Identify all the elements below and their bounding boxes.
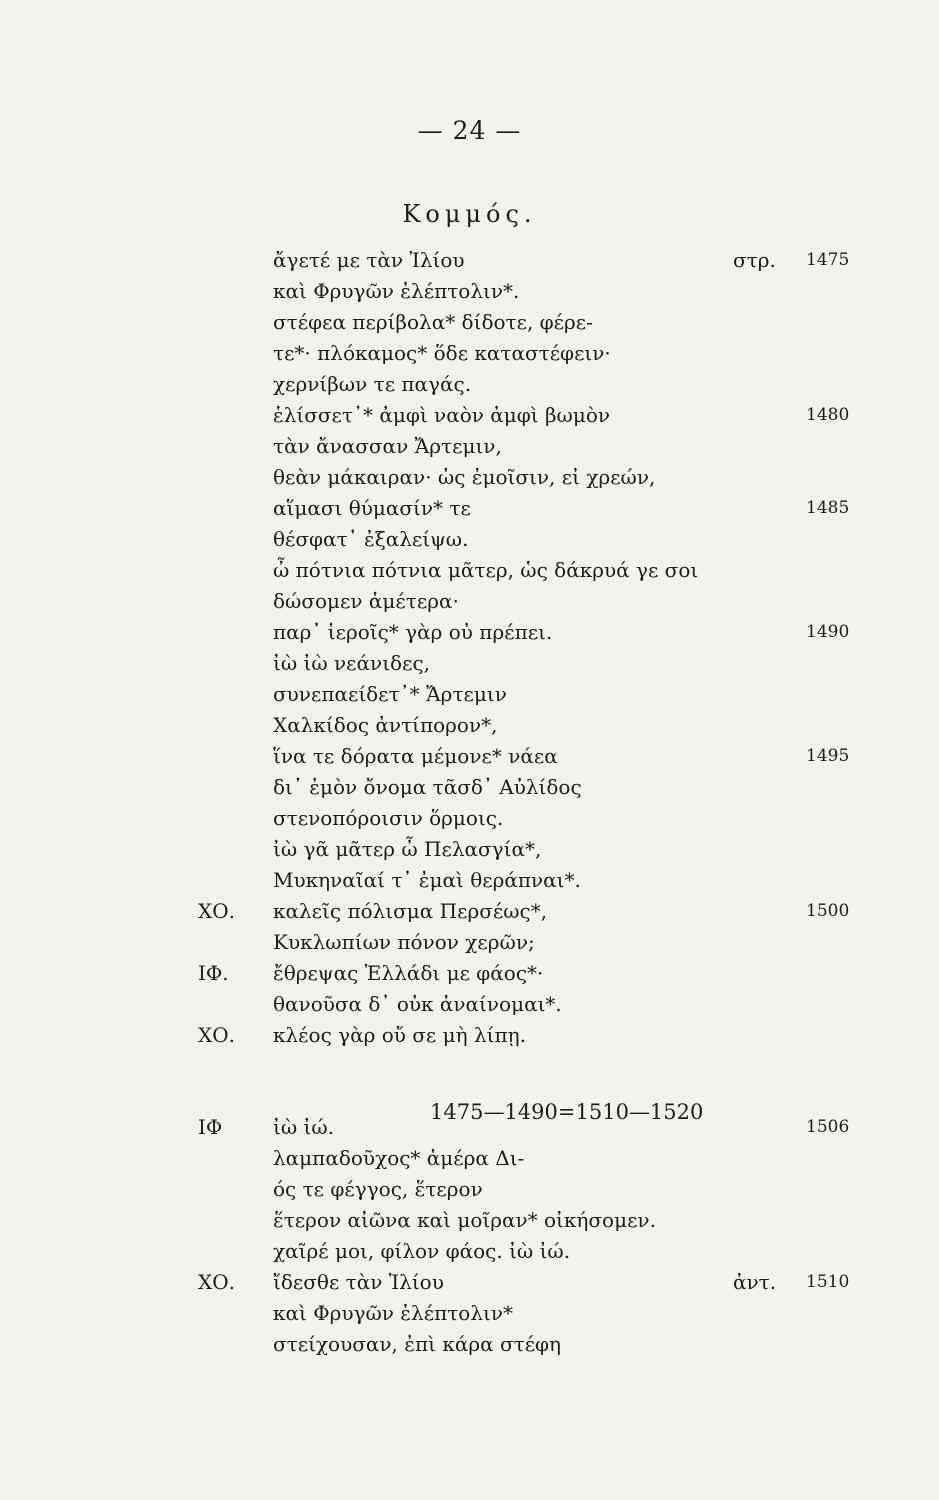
- verse-line: [0, 1236, 939, 1267]
- verse-text: χαῖρέ μοι, φίλον φάος. ἰὼ ἰώ.: [273, 1239, 571, 1263]
- verse-text: καὶ Φρυγῶν ἑλέπτολιν*.: [273, 279, 520, 303]
- verse-text: ἴδεσθε τὰν Ἰλίου: [273, 1270, 444, 1294]
- verse-line: [0, 896, 939, 927]
- verse-line: [0, 524, 939, 555]
- line-number: 1475: [806, 250, 850, 270]
- verse-text: αἵμασι θύμασίν* τε: [273, 496, 471, 520]
- verse-text: ἰὼ ἰὼ νεάνιδες,: [273, 651, 431, 675]
- verse-line: [0, 307, 939, 338]
- line-number: 1506: [806, 1117, 850, 1137]
- verse-text: καλεῖς πόλισμα Περσέως*,: [273, 899, 548, 923]
- line-number: 1500: [806, 901, 850, 921]
- verse-text: τὰν ἄνασσαν Ἄρτεμιν,: [273, 434, 502, 458]
- verse-text: κλέος γὰρ οὔ σε μὴ λίπῃ.: [273, 1023, 526, 1047]
- section-heading: Κομμός.: [402, 200, 537, 228]
- verse-line: [0, 493, 939, 524]
- strophe-mark: ἀντ.: [733, 1270, 777, 1294]
- line-number: 1490: [806, 622, 850, 642]
- verse-line: [0, 989, 939, 1020]
- speaker-label: ΧΟ.: [198, 1023, 235, 1047]
- page-number: — 24 —: [417, 116, 522, 145]
- verse-line: [0, 958, 939, 989]
- verse-line: [0, 586, 939, 617]
- line-number: 1485: [806, 498, 850, 518]
- verse-line: [0, 865, 939, 896]
- verse-line: [0, 679, 939, 710]
- verse-line: [0, 462, 939, 493]
- verse-line: [0, 369, 939, 400]
- verse-text: λαμπαδοῦχος* ἁμέρα Δι-: [273, 1146, 525, 1170]
- verse-text: ἑλίσσετ᾽* ἀμφὶ ναὸν ἀμφὶ βωμὸν: [273, 403, 611, 427]
- verse-line: [0, 555, 939, 586]
- verse-text: στείχουσαν, ἐπὶ κάρα στέφη: [273, 1332, 562, 1356]
- verse-line: [0, 400, 939, 431]
- verse-line: [0, 927, 939, 958]
- speaker-label: ΙΦ: [198, 1115, 223, 1139]
- verse-text: ἕτερον αἰῶνα καὶ μοῖραν* οἰκήσομεν.: [273, 1208, 656, 1232]
- verse-text: ἔθρεψας Ἑλλάδι με φάος*·: [273, 961, 544, 985]
- verse-line: [0, 741, 939, 772]
- verse-line: [0, 834, 939, 865]
- verse-text: χερνίβων τε παγάς.: [273, 372, 472, 396]
- verse-text: συνεπαείδετ᾽* Ἄρτεμιν: [273, 682, 507, 706]
- verse-text: Χαλκίδος ἀντίπορον*,: [273, 713, 498, 737]
- verse-line: [0, 772, 939, 803]
- verse-line: [0, 803, 939, 834]
- speaker-label: ΙΦ.: [198, 961, 229, 985]
- verse-text: δώσομεν ἁμέτερα·: [273, 589, 459, 613]
- verse-line: [0, 245, 939, 276]
- verse-line: [0, 1174, 939, 1205]
- verse-line: [0, 276, 939, 307]
- strophe-mark: στρ.: [733, 248, 776, 272]
- verse-line: [0, 1020, 939, 1051]
- verse-text: παρ᾽ ἱεροῖς* γὰρ οὐ πρέπει.: [273, 620, 553, 644]
- verse-text: δι᾽ ἐμὸν ὄνομα τᾶσδ᾽ Αὐλίδος: [273, 775, 582, 799]
- verse-text: καὶ Φρυγῶν ἑλέπτολιν*: [273, 1301, 513, 1325]
- verse-text: ἵνα τε δόρατα μέμονε* νάεα: [273, 744, 558, 768]
- line-number: 1510: [806, 1272, 850, 1292]
- verse-line: [0, 1298, 939, 1329]
- verse-line: [0, 1329, 939, 1360]
- verse-line: [0, 1267, 939, 1298]
- verse-text: ός τε φέγγος, ἕτερον: [273, 1177, 483, 1201]
- verse-text: θεὰν μάκαιραν· ὡς ἐμοῖσιν, εἰ χρεών,: [273, 465, 656, 489]
- verse-line: [0, 648, 939, 679]
- verse-line: [0, 617, 939, 648]
- line-number: 1480: [806, 405, 850, 425]
- speaker-label: ΧΟ.: [198, 899, 235, 923]
- verse-text: θανοῦσα δ᾽ οὐκ ἀναίνομαι*.: [273, 992, 562, 1016]
- verse-line: [0, 431, 939, 462]
- verse-text: στενοπόροισιν ὅρμοις.: [273, 806, 504, 830]
- verse-line: [0, 338, 939, 369]
- speaker-label: ΧΟ.: [198, 1270, 235, 1294]
- verse-text: θέσφατ᾽ ἐξαλείψω.: [273, 527, 469, 551]
- line-number: 1495: [806, 746, 850, 766]
- verse-line: [0, 1205, 939, 1236]
- verse-text: ἄγετέ με τὰν Ἰλίου: [273, 248, 465, 272]
- verse-text: στέφεα περίβολα* δίδοτε, φέρε-: [273, 310, 593, 334]
- verse-text: ἰὼ ἰώ.: [273, 1115, 335, 1139]
- verse-text: ὦ πότνια πότνια μᾶτερ, ὡς δάκρυά γε σοι: [273, 558, 699, 582]
- verse-text: ἰὼ γᾶ μᾶτερ ὦ Πελασγία*,: [273, 837, 542, 861]
- verse-line: [0, 1143, 939, 1174]
- verse-text: Μυκηναῖαί τ᾽ ἐμαὶ θεράπναι*.: [273, 868, 581, 892]
- verse-text: Κυκλωπίων πόνον χερῶν;: [273, 930, 535, 954]
- verse-line: [0, 710, 939, 741]
- verse-text: τε*· πλόκαμος* ὅδε καταστέφειν·: [273, 341, 611, 365]
- line-correspondence: 1475—1490=1510—1520: [430, 1100, 704, 1124]
